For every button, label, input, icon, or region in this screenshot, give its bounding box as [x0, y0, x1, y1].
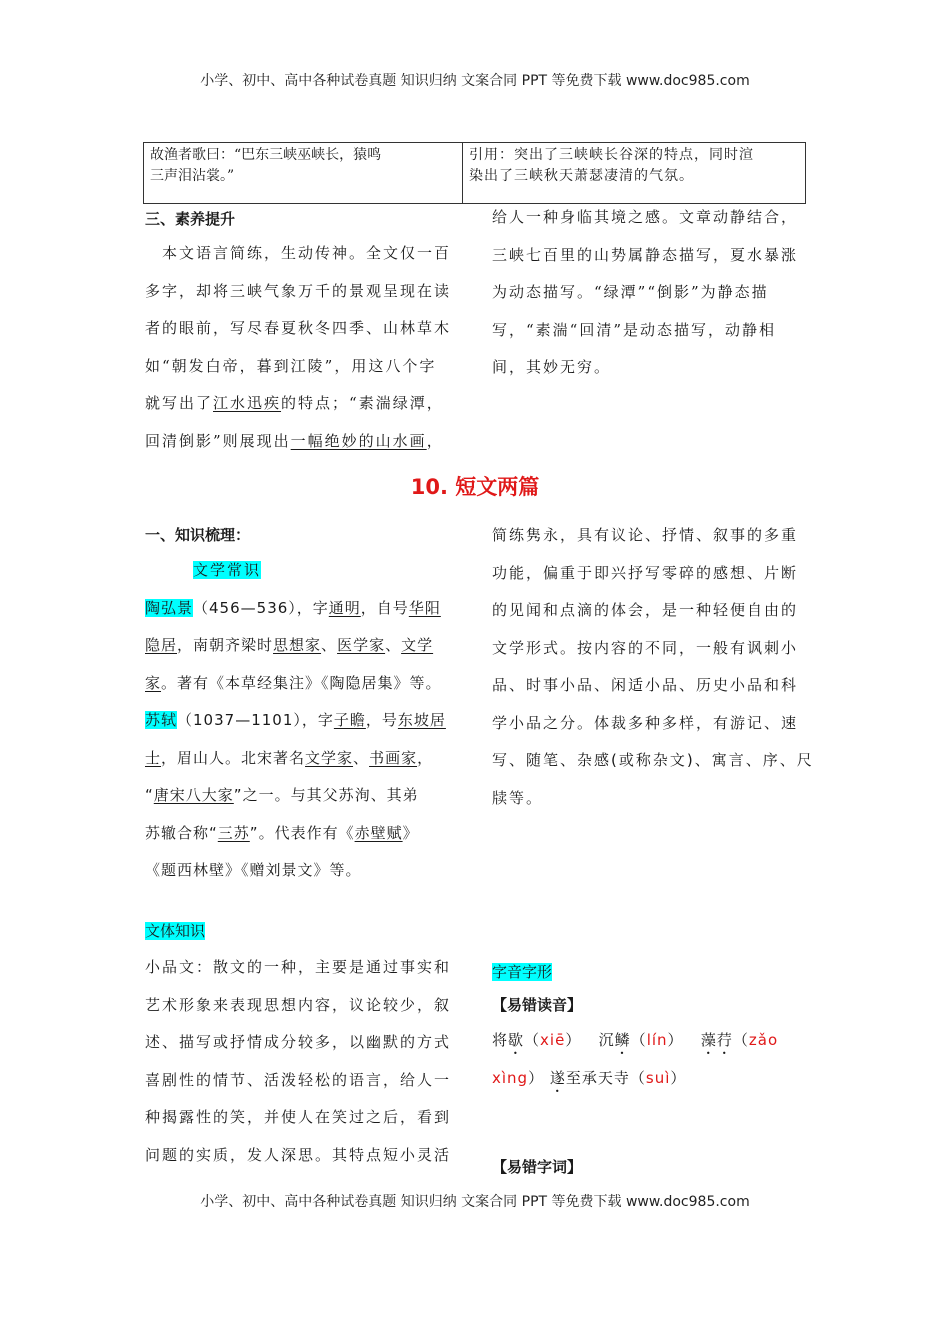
- text-line: 小品文：散文的一种，主要是通过事实和: [145, 958, 452, 976]
- text-line: 喜剧性的情节、活泼轻松的语言，给人一: [145, 1070, 452, 1089]
- text-line: 士，眉山人。北宋著名文学家、书画家，: [145, 748, 434, 767]
- section-title: 三、素养提升: [145, 210, 236, 228]
- text-line: 简练隽永，具有议论、抒情、叙事的多重: [492, 526, 799, 544]
- text-line: 写，“素湍“回清”是动态描写，动静相: [492, 320, 777, 339]
- text-line: 多字，却将三峡气象万千的景观呈现在读: [145, 281, 452, 300]
- chapter-title: 10. 短文两篇: [410, 475, 540, 499]
- text-line: 回清倒影”则展现出一幅绝妙的山水画，: [145, 431, 444, 450]
- section3-left: [145, 203, 460, 460]
- author-su: 苏轼（1037—1101），字子瞻，号东坡居: [145, 711, 446, 729]
- text-line: 问题的实质，发人深思。其特点短小灵活: [145, 1145, 452, 1164]
- heading-pronunciation: 【易错读音】: [492, 996, 583, 1014]
- text-line: 艺术形象来表现思想内容，议论较少，叙: [145, 995, 452, 1014]
- text-line: 种揭露性的笑，并使人在笑过之后，看到: [145, 1108, 452, 1126]
- text-line: 述、描写或抒情成分较多，以幽默的方式: [145, 1033, 452, 1051]
- section1-right: [492, 517, 814, 817]
- page-header: 小学、初中、高中各种试卷真题 知识归纳 文案合同 PPT 等免费下载 www.doc985.com: [200, 73, 750, 89]
- text-line: 给人一种身临其境之感。文章动静结合，: [492, 208, 799, 226]
- heading-words: 【易错字词】: [492, 1158, 583, 1176]
- genre-label: 文体知识: [145, 922, 206, 940]
- section1-left: [145, 518, 460, 890]
- author-tao: 陶弘景（456—536），字通明，自号华阳: [145, 598, 441, 617]
- text-line: 文学形式。按内容的不同，一般有讽刺小: [492, 638, 799, 657]
- text-line: 品、时事小品、闲适小品、历史小品和科: [492, 676, 799, 694]
- quote-cell-right: [463, 143, 806, 204]
- text-line: 染出了三峡秋天萧瑟凄清的气氛。: [469, 168, 694, 184]
- pronunciation-line: 将歇（xiē） 沉鳞（lín） 藻荇（zǎo: [492, 1031, 779, 1049]
- pronunciation-section: [492, 956, 807, 1184]
- text-line: 就写出了江水迅疾的特点；“素湍绿潭，: [145, 394, 444, 412]
- text-line: 功能，偏重于即兴抒写零碎的感想、片断: [492, 563, 799, 582]
- quote-cell-left: [144, 143, 463, 204]
- text-line: 三峡七百里的山势属静态描写，夏水暴涨: [492, 245, 799, 264]
- pronunciation-line: xìng） 遂至承天寺（suì）: [492, 1068, 687, 1087]
- literary-label: 文学常识: [193, 561, 262, 579]
- text-line: 牍等。: [492, 788, 544, 807]
- text-line: 引用：突出了三峡峡长谷深的特点，同时渲: [469, 147, 754, 163]
- text-line: 间，其妙无穷。: [492, 358, 612, 376]
- section-title: 一、知识梳理：: [145, 526, 251, 544]
- text-line: 本文语言简练，生动传神。全文仅一百: [145, 244, 452, 262]
- page-footer: 小学、初中、高中各种试卷真题 知识归纳 文案合同 PPT 等免费下载 www.doc985.com: [200, 1194, 750, 1210]
- text-line: 三声泪沾裳。”: [150, 168, 235, 184]
- quote-table: [143, 142, 806, 204]
- text-line: 《题西林壁》《赠刘景文》等。: [145, 861, 362, 879]
- text-line: 如“朝发白帝，暮到江陵”，用这八个字: [145, 356, 437, 375]
- genre-section: [145, 913, 460, 1174]
- text-line: 隐居，南朝齐梁时思想家、医学家、文学: [145, 636, 434, 654]
- text-line: 学小品之分。体裁多种多样，有游记、速: [492, 713, 799, 732]
- text-line: 家。著有《本草经集注》《陶隐居集》等。: [145, 673, 442, 692]
- text-line: 者的眼前，写尽春夏秋冬四季、山林草木: [145, 319, 452, 337]
- text-line: 写、随笔、杂感(或称杂文)、寓言、序、尺: [492, 751, 814, 769]
- text-line: 的见闻和点滴的体会，是一种轻便自由的: [492, 601, 799, 619]
- text-line: 苏辙合称“三苏”。代表作有《赤壁赋》: [145, 823, 419, 842]
- section3-right: [492, 199, 807, 387]
- text-line: 为动态描写。“绿潭”“倒影”为静态描: [492, 283, 769, 301]
- text-line: “唐宋八大家”之一。与其父苏洵、其弟: [145, 786, 419, 804]
- pronunciation-label: 字音字形: [492, 963, 553, 981]
- text-line: 故渔者歌曰：“巴东三峡巫峡长，猿鸣: [150, 147, 382, 163]
